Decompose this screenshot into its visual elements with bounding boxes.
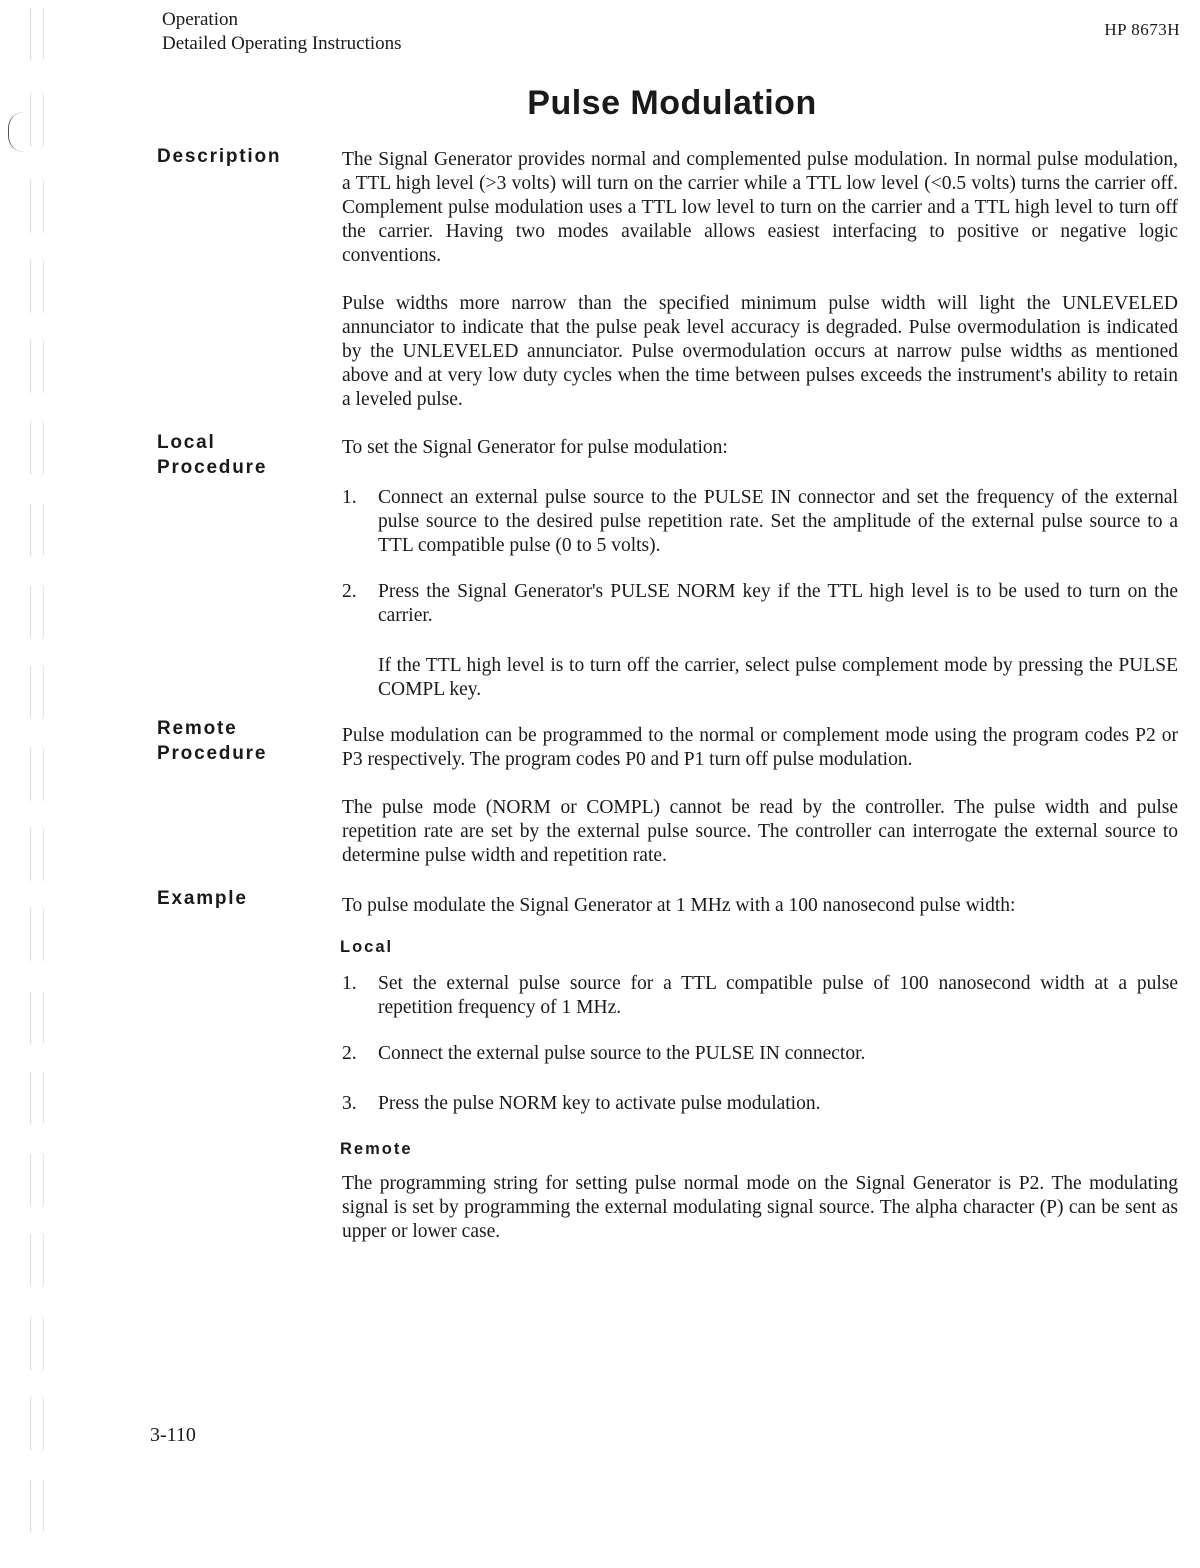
step-number: 1. [342, 973, 357, 994]
list-item [342, 972, 1178, 1020]
binder-hole-mark [30, 1478, 44, 1534]
remote-procedure-heading: Remote Procedure [157, 718, 268, 764]
binder-hole-mark [30, 502, 44, 558]
binder-hole-mark [30, 1070, 44, 1126]
step-text: Set the external pulse source for a TTL compatible pulse of 100 nanosecond width at a pulse repetition frequency of 1 MHz. [378, 973, 1178, 1018]
example-intro: To pulse modulate the Signal Generator at 1 MHz with a 100 nanosecond pulse width: [342, 895, 1016, 916]
example-remote-paragraph: The programming string for setting pulse normal mode on the Signal Generator is P2. The modulating signal is set by programming the external modulating signal source. The alpha character (P) can be sent as upper or lower case. [342, 1173, 1178, 1242]
page-number: 3-110 [150, 1424, 196, 1446]
binder-hole-mark [30, 258, 44, 314]
binder-hole-mark [30, 746, 44, 802]
step-number: 3. [342, 1093, 357, 1114]
local-procedure-note: If the TTL high level is to turn off the carrier, select pulse complement mode by pressing the PULSE COMPL key. [378, 655, 1178, 700]
list-item [342, 580, 1178, 628]
binder-hole-mark [30, 178, 44, 234]
remote-procedure-paragraph: Pulse modulation can be programmed to the normal or complement mode using the program codes P2 or P3 respectively. The program codes P0 and P1 turn off pulse modulation. [342, 725, 1178, 770]
header-model: HP 8673H [1104, 20, 1180, 39]
running-header [162, 8, 402, 56]
binder-hole-mark [30, 1152, 44, 1208]
binder-hole-mark [30, 826, 44, 882]
local-procedure-intro: To set the Signal Generator for pulse modulation: [342, 437, 728, 458]
binder-hole-mark [30, 420, 44, 476]
description-paragraph: The Signal Generator provides normal and complemented pulse modulation. In normal pulse modulation, a TTL high level (>3 volts) will turn on the carrier while a TTL low level (<0.5 volts) turns the carrier off. Complement pulse modulation uses a TTL low level to turn on the carrier and a TTL high level to turn off the carrier. Having two modes available allows easiest interfacing to positive or negative logic conventions. [342, 149, 1178, 266]
header-section: Operation [162, 9, 238, 30]
description-paragraph: Pulse widths more narrow than the specified minimum pulse width will light the UNLEVELED annunciator to indicate that the pulse peak level accuracy is degraded. Pulse overmodulation is indicated by the UNLEVELED annunciator. Pulse overmodulation occurs at narrow pulse widths as mentioned above and at very low duty cycles when the time between pulses exceeds the instrument's ability to retain a leveled pulse. [342, 293, 1178, 410]
list-item [342, 1092, 1178, 1116]
binder-hole-mark [30, 6, 44, 62]
header-subsection: Detailed Operating Instructions [162, 33, 402, 54]
list-item [342, 1042, 1178, 1066]
binder-hole-mark [30, 1396, 44, 1452]
step-text: Connect the external pulse source to the PULSE IN connector. [378, 1043, 866, 1064]
binder-hole-mark [30, 584, 44, 640]
binder-hole-mark [30, 338, 44, 394]
example-remote-heading: Remote [340, 1140, 413, 1158]
step-text: Connect an external pulse source to the PULSE IN connector and set the frequency of the external pulse source to the desired pulse repetition rate. Set the amplitude of the external pulse source to a TTL compatible pulse (0 to 5 volts). [378, 487, 1178, 556]
description-heading: Description [157, 146, 282, 167]
local-procedure-heading: Local Procedure [157, 432, 268, 478]
remote-procedure-paragraph: The pulse mode (NORM or COMPL) cannot be read by the controller. The pulse width and pulse repetition rate are set by the external pulse source. The controller can interrogate the external source to determine pulse width and repetition rate. [342, 797, 1178, 866]
example-local-heading: Local [340, 938, 394, 956]
step-number: 2. [342, 1043, 357, 1064]
step-number: 1. [342, 487, 357, 508]
binder-hole-mark [30, 1232, 44, 1288]
page-title: Pulse Modulation [527, 84, 817, 122]
step-text: Press the pulse NORM key to activate pulse modulation. [378, 1093, 821, 1114]
binder-hole-mark [30, 1316, 44, 1372]
list-item [342, 486, 1178, 558]
example-heading: Example [157, 888, 248, 909]
binder-hole-mark [30, 664, 44, 720]
binder-hole-mark [30, 906, 44, 962]
step-number: 2. [342, 581, 357, 602]
step-text: Press the Signal Generator's PULSE NORM key if the TTL high level is to be used to turn on the carrier. [378, 581, 1178, 626]
binder-hole-mark [30, 990, 44, 1046]
